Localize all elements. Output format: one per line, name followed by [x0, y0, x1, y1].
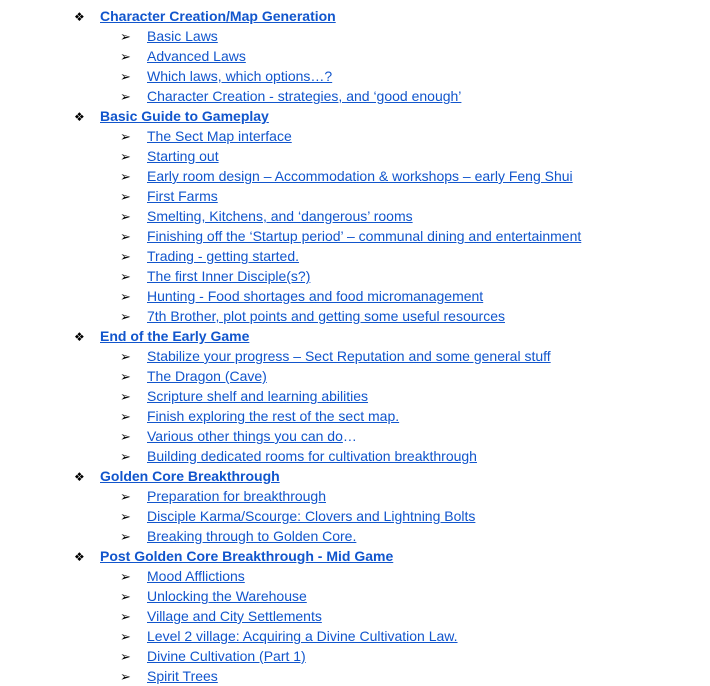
toc-section-link[interactable]: Basic Guide to Gameplay — [100, 108, 269, 124]
toc-item-link[interactable]: Breaking through to Golden Core. — [147, 528, 357, 544]
toc-item-link[interactable]: Building dedicated rooms for cultivation breakthrough — [147, 448, 477, 464]
arrow-bullet-icon: ➢ — [120, 290, 131, 305]
arrow-bullet-icon: ➢ — [120, 230, 131, 245]
toc-item-row — [0, 626, 710, 646]
arrow-bullet-icon: ➢ — [120, 310, 131, 325]
toc-item-link[interactable]: The first Inner Disciple(s?) — [147, 268, 311, 284]
toc-section-row — [0, 6, 710, 26]
arrow-bullet-icon: ➢ — [120, 250, 131, 265]
diamond-bullet-icon: ❖ — [74, 330, 85, 344]
toc-item-row — [0, 26, 710, 46]
diamond-bullet-icon: ❖ — [74, 550, 85, 564]
toc-item-row — [0, 346, 710, 366]
toc-item-link[interactable]: Stabilize your progress – Sect Reputation and some general stuff — [147, 348, 551, 364]
toc-item-link[interactable]: Basic Laws — [147, 28, 218, 44]
toc-item-link[interactable]: Spirit Trees — [147, 668, 218, 684]
toc-item-row — [0, 246, 710, 266]
toc-item-link[interactable]: Preparation for breakthrough — [147, 488, 326, 504]
toc-section-row — [0, 466, 710, 486]
toc-section-link[interactable]: Post Golden Core Breakthrough - Mid Game — [100, 548, 394, 564]
toc-item-row — [0, 646, 710, 666]
toc-item-row — [0, 446, 710, 466]
arrow-bullet-icon: ➢ — [120, 170, 131, 185]
toc-item-link[interactable]: 7th Brother, plot points and getting some useful resources — [147, 308, 505, 324]
toc-item-row — [0, 86, 710, 106]
toc-item-link[interactable]: Early room design – Accommodation & workshops – early Feng Shui — [147, 168, 573, 184]
toc-item-link[interactable]: Hunting - Food shortages and food micromanagement — [147, 288, 484, 304]
toc-item-row — [0, 166, 710, 186]
toc-item-link[interactable]: Smelting, Kitchens, and ‘dangerous’ rooms — [147, 208, 413, 224]
toc-item-link[interactable]: Scripture shelf and learning abilities — [147, 388, 369, 404]
arrow-bullet-icon: ➢ — [120, 590, 131, 605]
toc-item-row — [0, 386, 710, 406]
toc-item-row — [0, 266, 710, 286]
toc-item-link[interactable]: Divine Cultivation (Part 1) — [147, 648, 306, 664]
toc-section-row — [0, 546, 710, 566]
toc-item-row — [0, 286, 710, 306]
toc-item-link[interactable]: Unlocking the Warehouse — [147, 588, 307, 604]
toc-item-row — [0, 186, 710, 206]
arrow-bullet-icon: ➢ — [120, 30, 131, 45]
toc-item-row — [0, 146, 710, 166]
toc-item-link[interactable]: Various other things you can do — [147, 428, 343, 444]
toc-item-row — [0, 566, 710, 586]
arrow-bullet-icon: ➢ — [120, 430, 131, 445]
toc-item-row — [0, 426, 710, 446]
diamond-bullet-icon: ❖ — [74, 110, 85, 124]
arrow-bullet-icon: ➢ — [120, 130, 131, 145]
arrow-bullet-icon: ➢ — [120, 90, 131, 105]
toc-item-row — [0, 126, 710, 146]
arrow-bullet-icon: ➢ — [120, 630, 131, 645]
toc-item-link[interactable]: Trading - getting started. — [147, 248, 300, 264]
toc-section-row — [0, 326, 710, 346]
toc-item-link[interactable]: First Farms — [147, 188, 218, 204]
toc-item-link[interactable]: The Sect Map interface — [147, 128, 292, 144]
arrow-bullet-icon: ➢ — [120, 350, 131, 365]
arrow-bullet-icon: ➢ — [120, 190, 131, 205]
toc-item-link[interactable]: Character Creation - strategies, and ‘good enough’ — [147, 88, 462, 104]
toc-item-link[interactable]: Finishing off the ‘Startup period’ – communal dining and entertainment — [147, 228, 582, 244]
toc-item-row — [0, 406, 710, 426]
toc-section-row — [0, 106, 710, 126]
arrow-bullet-icon: ➢ — [120, 50, 131, 65]
arrow-bullet-icon: ➢ — [120, 270, 131, 285]
diamond-bullet-icon: ❖ — [74, 470, 85, 484]
diamond-bullet-icon: ❖ — [74, 10, 85, 24]
toc-section-link[interactable]: Golden Core Breakthrough — [100, 468, 280, 484]
arrow-bullet-icon: ➢ — [120, 650, 131, 665]
toc-item-row — [0, 226, 710, 246]
toc-item-row — [0, 206, 710, 226]
toc-item-link[interactable]: The Dragon (Cave) — [147, 368, 267, 384]
arrow-bullet-icon: ➢ — [120, 510, 131, 525]
toc-item-row — [0, 66, 710, 86]
arrow-bullet-icon: ➢ — [120, 410, 131, 425]
toc-item-link[interactable]: Finish exploring the rest of the sect map. — [147, 408, 400, 424]
arrow-bullet-icon: ➢ — [120, 210, 131, 225]
arrow-bullet-icon: ➢ — [120, 450, 131, 465]
toc-item-link[interactable]: Level 2 village: Acquiring a Divine Cultivation Law. — [147, 628, 458, 644]
ellipsis-suffix: … — [342, 428, 357, 444]
toc-item-row — [0, 486, 710, 506]
arrow-bullet-icon: ➢ — [120, 490, 131, 505]
toc-item-row — [0, 526, 710, 546]
arrow-bullet-icon: ➢ — [120, 670, 131, 685]
arrow-bullet-icon: ➢ — [120, 570, 131, 585]
toc-item-link[interactable]: Advanced Laws — [147, 48, 246, 64]
toc-item-row — [0, 506, 710, 526]
toc-item-row — [0, 306, 710, 326]
toc-item-link[interactable]: Village and City Settlements — [147, 608, 322, 624]
toc-item-link[interactable]: Which laws, which options…? — [147, 68, 333, 84]
arrow-bullet-icon: ➢ — [120, 370, 131, 385]
toc-item-row — [0, 46, 710, 66]
toc-section-link[interactable]: Character Creation/Map Generation — [100, 8, 336, 24]
arrow-bullet-icon: ➢ — [120, 150, 131, 165]
toc-item-row — [0, 586, 710, 606]
toc-item-link[interactable]: Disciple Karma/Scourge: Clovers and Lightning Bolts — [147, 508, 476, 524]
toc-item-row — [0, 366, 710, 386]
arrow-bullet-icon: ➢ — [120, 70, 131, 85]
toc-item-row — [0, 666, 710, 686]
arrow-bullet-icon: ➢ — [120, 390, 131, 405]
toc-item-link[interactable]: Mood Afflictions — [147, 568, 245, 584]
arrow-bullet-icon: ➢ — [120, 530, 131, 545]
arrow-bullet-icon: ➢ — [120, 610, 131, 625]
toc-item-link[interactable]: Starting out — [147, 148, 219, 164]
toc-section-link[interactable]: End of the Early Game — [100, 328, 250, 344]
toc-item-row — [0, 606, 710, 626]
